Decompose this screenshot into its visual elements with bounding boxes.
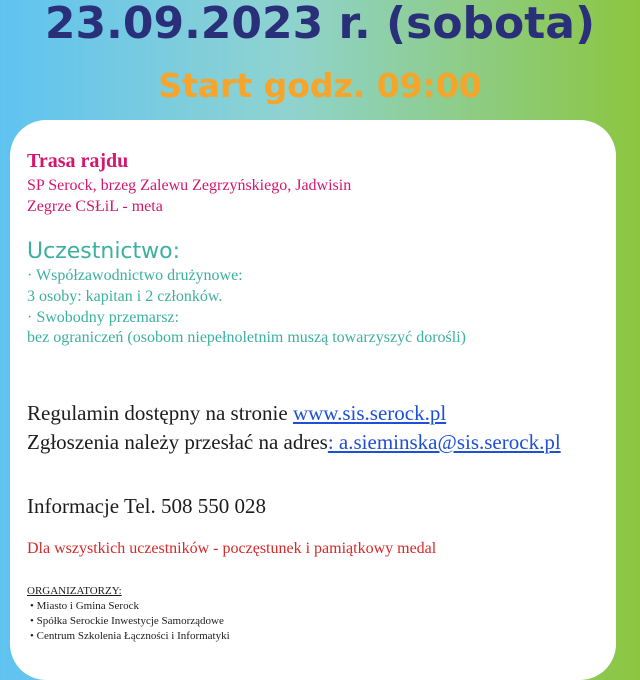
start-time: Start godz. 09:00 bbox=[158, 66, 482, 105]
participation-line-4: bez ograniczeń (osobom niepełnoletnim muszą towarzyszyć dorośli) bbox=[27, 329, 466, 346]
participation-title: Uczestnictwo: bbox=[27, 239, 181, 264]
rules-text: Regulamin dostępny na stronie bbox=[27, 401, 293, 425]
organizer-item: • Spółka Serockie Inwestycje Samorządowe bbox=[30, 615, 224, 627]
organizer-item: • Centrum Szkolenia Łączności i Informatyki bbox=[30, 630, 230, 642]
route-line-2: Zegrze CSŁiL - meta bbox=[27, 198, 163, 215]
prize-info: Dla wszystkich uczestników - poczęstunek i pamiątkowy medal bbox=[27, 540, 437, 557]
participation-line-1: · Współzawodnictwo drużynowe: bbox=[27, 267, 243, 284]
participation-line-2: 3 osoby: kapitan i 2 członków. bbox=[27, 288, 223, 305]
rules-line bbox=[27, 401, 446, 426]
email-link[interactable]: : a.sieminska@sis.serock.pl bbox=[327, 430, 561, 454]
event-date: 23.09.2023 r. (sobota) bbox=[44, 0, 596, 49]
website-link[interactable]: www.sis.serock.pl bbox=[292, 401, 447, 425]
registration-text: Zgłoszenia należy przesłać na adres bbox=[27, 430, 328, 454]
organizers-title: ORGANIZATORZY: bbox=[27, 585, 122, 597]
organizer-item: • Miasto i Gmina Serock bbox=[30, 600, 139, 612]
registration-line bbox=[27, 430, 561, 455]
route-line-1: SP Serock, brzeg Zalewu Zegrzyńskiego, Jadwisin bbox=[27, 177, 352, 194]
participation-line-3: · Swobodny przemarsz: bbox=[27, 309, 179, 326]
info-phone: Informacje Tel. 508 550 028 bbox=[27, 494, 266, 518]
route-title: Trasa rajdu bbox=[27, 150, 129, 172]
